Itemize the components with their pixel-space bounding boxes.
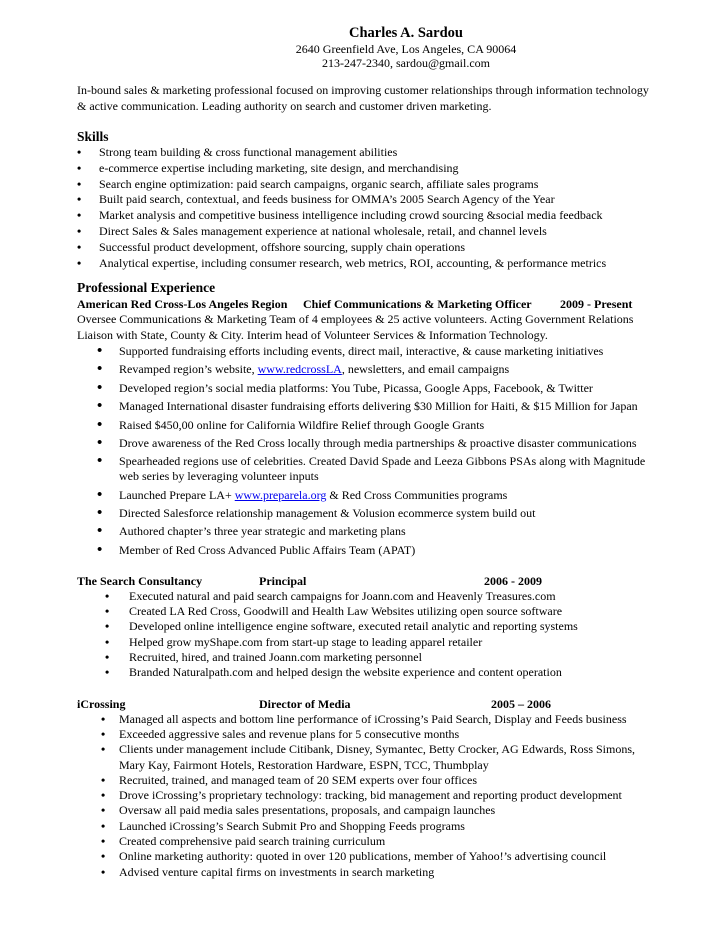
redcross-website-link[interactable]: www.redcrossLA xyxy=(257,362,342,377)
list-item: • Created LA Red Cross, Goodwill and Health Law Websites utilizing open source software xyxy=(77,604,655,619)
experience-heading: Professional Experience xyxy=(77,280,216,296)
resume-page xyxy=(77,24,655,880)
skills-list xyxy=(77,145,655,271)
preparela-link[interactable]: www.preparela.org xyxy=(234,487,327,502)
list-item: • Managed all aspects and bottom line performance of iCrossing’s Paid Search, Display and Feeds business xyxy=(77,712,655,727)
list-item: • Spearheaded regions use of celebrities. Created David Spade and Leeza Gibbons PSAs along with Magnitude web series by leveraging volunteer inputs xyxy=(77,454,655,484)
list-item: • Revamped region’s website, www.redcrossLA, newsletters, and email campaigns xyxy=(77,362,655,377)
list-item: • Raised $450,00 online for California Wildfire Relief through Google Grants xyxy=(77,418,655,433)
list-item: • Drove iCrossing’s proprietary technology: tracking, bid management and reporting product development xyxy=(77,788,655,803)
list-item: • Created comprehensive paid search training curriculum xyxy=(77,834,655,849)
candidate-name: Charles A. Sardou xyxy=(348,25,463,41)
job-org: iCrossing xyxy=(77,696,126,711)
skill-item: • Built paid search, contextual, and feeds business for OMMA’s 2005 Search Agency of the Year xyxy=(77,192,655,208)
skill-item: • Strong team building & cross functional management abilities xyxy=(77,145,655,161)
icrossing-bullets xyxy=(77,712,655,880)
skill-item: • Market analysis and competitive business intelligence including crowd sourcing &social media feedback xyxy=(77,208,655,224)
list-item: • Branded Naturalpath.com and helped design the website experience and content operation xyxy=(77,665,655,680)
job-header-icrossing xyxy=(77,696,655,712)
job-role: Principal xyxy=(259,573,307,588)
list-item: • Executed natural and paid search campaigns for Joann.com and Heavenly Treasures.com xyxy=(77,589,655,604)
red-cross-bullets xyxy=(77,344,655,558)
job-role: Chief Communications & Marketing Officer xyxy=(303,297,532,312)
skills-heading: Skills xyxy=(77,129,109,144)
list-item: • Developed online intelligence engine software, executed retail analytic and reporting systems xyxy=(77,619,655,634)
search-consultancy-bullets xyxy=(77,589,655,681)
job-org: American Red Cross-Los Angeles Region xyxy=(77,297,288,312)
list-item: • Advised venture capital firms on investments in search marketing xyxy=(77,865,655,880)
list-item: • Directed Salesforce relationship management & Volusion ecommerce system build out xyxy=(77,506,655,521)
list-item: • Oversaw all paid media sales presentations, proposals, and campaign launches xyxy=(77,803,655,818)
skill-item: • Search engine optimization: paid search campaigns, organic search, affiliate sales programs xyxy=(77,177,655,193)
list-item: • Drove awareness of the Red Cross locally through media partnerships & proactive disaster communications xyxy=(77,436,655,451)
list-item: • Recruited, hired, and trained Joann.com marketing personnel xyxy=(77,650,655,665)
skill-item: • Successful product development, offshore sourcing, supply chain operations xyxy=(77,240,655,256)
job-dates: 2009 - Present xyxy=(560,297,633,312)
job-header-search-consultancy xyxy=(77,573,655,589)
job-dates: 2006 - 2009 xyxy=(484,573,542,588)
contact-line: 213-247-2340, sardou@gmail.com xyxy=(321,56,491,70)
list-item: • Recruited, trained, and managed team of 20 SEM experts over four offices xyxy=(77,773,655,788)
list-item: • Exceeded aggressive sales and revenue plans for 5 consecutive months xyxy=(77,727,655,742)
list-item: • Developed region’s social media platforms: You Tube, Picassa, Google Apps, Facebook, & Twitter xyxy=(77,381,655,396)
list-item: • Clients under management include Citibank, Disney, Symantec, Betty Crocker, AG Edwards, Ross Simons, Mary Kay, Fairmont Hotels, Restoration Hardware, ESPN, TCC, Thumbplay xyxy=(77,742,655,773)
list-item: • Managed International disaster fundraising efforts delivering $30 Million for Haiti, & $15 Million for Japan xyxy=(77,399,655,414)
job-org: The Search Consultancy xyxy=(77,573,203,588)
job-description: Oversee Communications & Marketing Team of 4 employees & 25 active volunteers. Acting Government Relations Liaison with State, County & City. Interim head of Volunteer Services & Information Technology. xyxy=(77,312,634,343)
summary-paragraph: In-bound sales & marketing professional focused on improving customer relationships through information technology & active communication. Leading authority on search and customer driven marketing. xyxy=(77,83,649,113)
list-item: • Helped grow myShape.com from start-up stage to leading apparel retailer xyxy=(77,635,655,650)
list-item: • Authored chapter’s three year strategic and marketing plans xyxy=(77,524,655,539)
job-dates: 2005 – 2006 xyxy=(491,696,551,711)
address-line: 2640 Greenfield Ave, Los Angeles, CA 90064 xyxy=(295,42,517,56)
skill-item: • Analytical expertise, including consumer research, web metrics, ROI, accounting, & performance metrics xyxy=(77,256,655,272)
list-item: • Launched Prepare LA+ www.preparela.org & Red Cross Communities programs xyxy=(77,488,655,503)
list-item: • Online marketing authority: quoted in over 120 publications, member of Yahoo!’s advertising council xyxy=(77,849,655,864)
list-item: • Supported fundraising efforts including events, direct mail, interactive, & cause marketing initiatives xyxy=(77,344,655,359)
skill-item: • e-commerce expertise including marketing, site design, and merchandising xyxy=(77,161,655,177)
list-item: • Member of Red Cross Advanced Public Affairs Team (APAT) xyxy=(77,543,655,558)
job-header-red-cross xyxy=(77,296,655,312)
list-item: • Launched iCrossing’s Search Submit Pro and Shopping Feeds programs xyxy=(77,819,655,834)
job-role: Director of Media xyxy=(259,696,351,711)
skill-item: • Direct Sales & Sales management experience at national wholesale, retail, and channel levels xyxy=(77,224,655,240)
